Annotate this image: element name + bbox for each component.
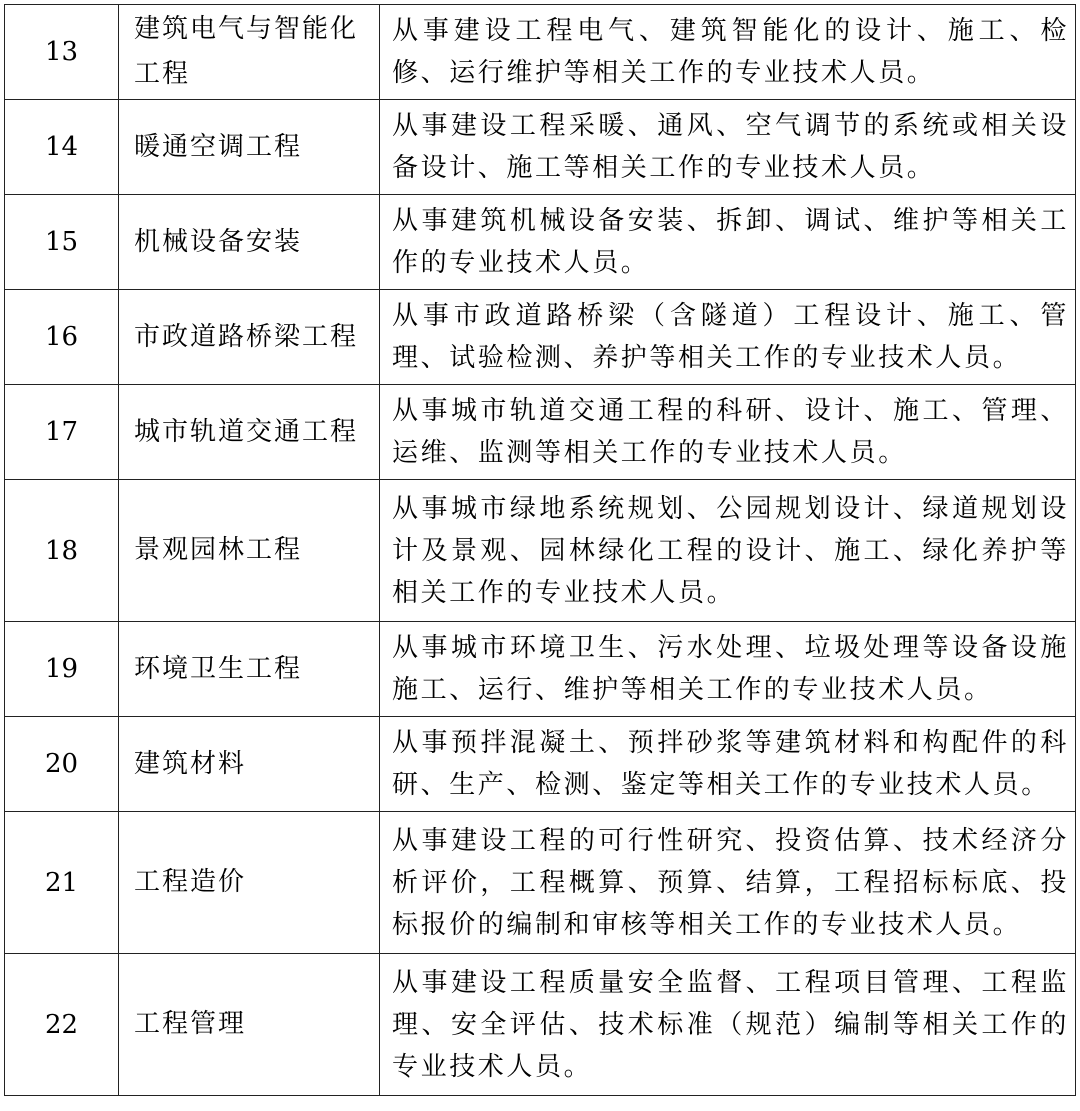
row-number: 13 xyxy=(5,5,119,100)
specialty-description: 从事建设工程的可行性研究、投资估算、技术经济分析评价，工程概算、预算、结算，工程招标标底、投标报价的编制和审核等相关工作的专业技术人员。 xyxy=(380,812,1076,954)
row-number: 17 xyxy=(5,385,119,480)
specialty-name: 暖通空调工程 xyxy=(119,100,380,195)
specialty-table xyxy=(4,4,1076,1096)
row-number: 20 xyxy=(5,717,119,812)
table-row xyxy=(5,622,1076,717)
table-row xyxy=(5,717,1076,812)
table-row xyxy=(5,480,1076,622)
specialty-description: 从事建设工程采暖、通风、空气调节的系统或相关设备设计、施工等相关工作的专业技术人员。 xyxy=(380,100,1076,195)
table-row xyxy=(5,195,1076,290)
specialty-description: 从事市政道路桥梁（含隧道）工程设计、施工、管理、试验检测、养护等相关工作的专业技术人员。 xyxy=(380,290,1076,385)
specialty-name: 建筑电气与智能化工程 xyxy=(119,5,380,100)
specialty-description: 从事建设工程质量安全监督、工程项目管理、工程监理、安全评估、技术标准（规范）编制等相关工作的专业技术人员。 xyxy=(380,954,1076,1096)
specialty-description: 从事建筑机械设备安装、拆卸、调试、维护等相关工作的专业技术人员。 xyxy=(380,195,1076,290)
row-number: 19 xyxy=(5,622,119,717)
specialty-name: 城市轨道交通工程 xyxy=(119,385,380,480)
table-row xyxy=(5,385,1076,480)
specialty-name: 景观园林工程 xyxy=(119,480,380,622)
specialty-description: 从事城市环境卫生、污水处理、垃圾处理等设备设施施工、运行、维护等相关工作的专业技术人员。 xyxy=(380,622,1076,717)
specialty-name: 市政道路桥梁工程 xyxy=(119,290,380,385)
specialty-description: 从事城市轨道交通工程的科研、设计、施工、管理、运维、监测等相关工作的专业技术人员。 xyxy=(380,385,1076,480)
specialty-description: 从事预拌混凝土、预拌砂浆等建筑材料和构配件的科研、生产、检测、鉴定等相关工作的专业技术人员。 xyxy=(380,717,1076,812)
table-row xyxy=(5,290,1076,385)
specialty-name: 环境卫生工程 xyxy=(119,622,380,717)
table-row xyxy=(5,954,1076,1096)
row-number: 14 xyxy=(5,100,119,195)
row-number: 18 xyxy=(5,480,119,622)
specialty-name: 机械设备安装 xyxy=(119,195,380,290)
table-row xyxy=(5,5,1076,100)
row-number: 16 xyxy=(5,290,119,385)
specialty-name: 工程管理 xyxy=(119,954,380,1096)
row-number: 22 xyxy=(5,954,119,1096)
row-number: 15 xyxy=(5,195,119,290)
specialty-name: 工程造价 xyxy=(119,812,380,954)
specialty-description: 从事城市绿地系统规划、公园规划设计、绿道规划设计及景观、园林绿化工程的设计、施工、绿化养护等相关工作的专业技术人员。 xyxy=(380,480,1076,622)
specialty-name: 建筑材料 xyxy=(119,717,380,812)
table-row xyxy=(5,812,1076,954)
table-row xyxy=(5,100,1076,195)
row-number: 21 xyxy=(5,812,119,954)
specialty-description: 从事建设工程电气、建筑智能化的设计、施工、检修、运行维护等相关工作的专业技术人员。 xyxy=(380,5,1076,100)
